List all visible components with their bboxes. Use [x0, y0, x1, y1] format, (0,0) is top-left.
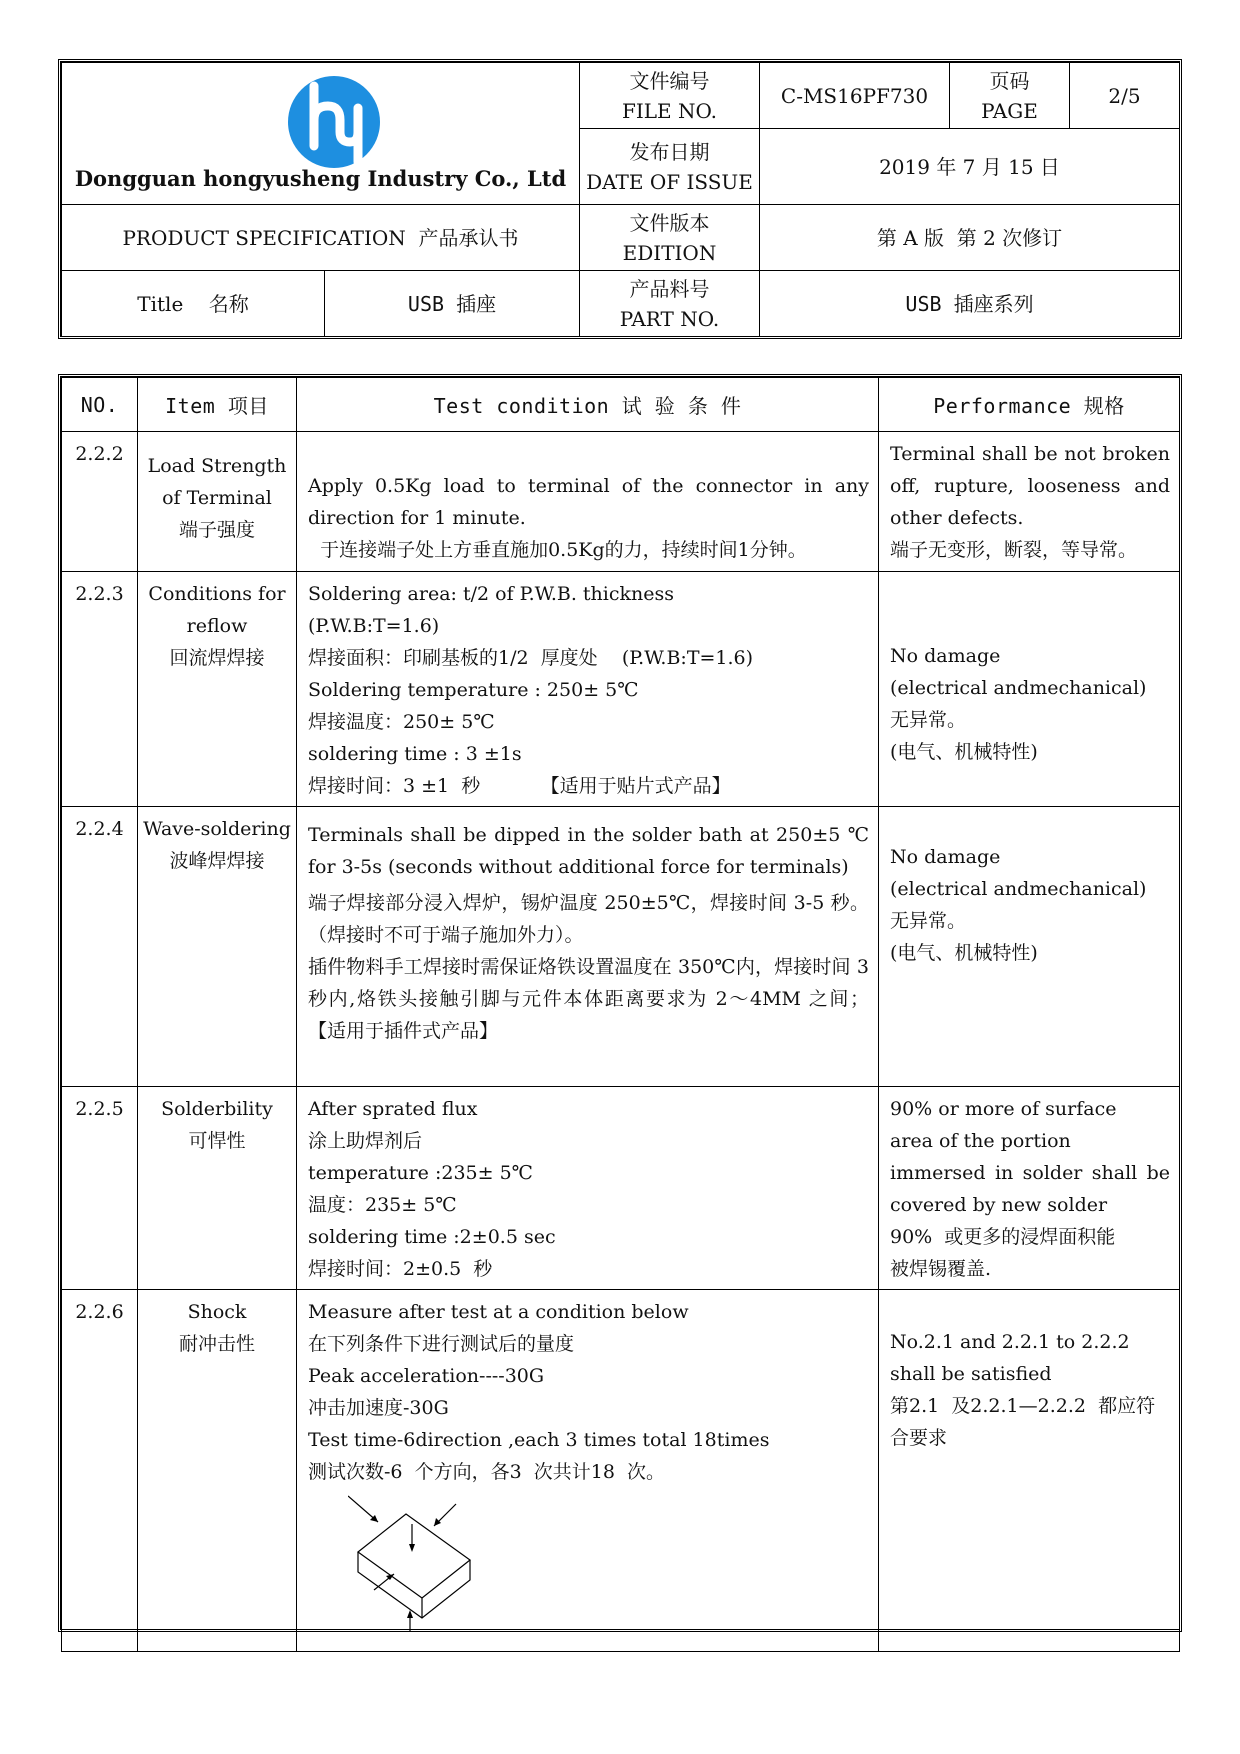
table-header-row: [62, 378, 1180, 432]
table-row: [62, 572, 1180, 807]
title-value: USB 插座: [325, 271, 580, 337]
edition-label: 文件版本 EDITION: [580, 205, 760, 271]
part-no-value: USB 插座系列: [760, 271, 1180, 337]
part-no-label: 产品料号 PART NO.: [580, 271, 760, 337]
table-row: [62, 807, 1180, 1087]
company-name: Dongguan hongyusheng Industry Co., Ltd: [74, 166, 567, 191]
row-item: Conditions for reflow 回流焊焊接: [138, 572, 297, 807]
col-header-performance: Performance 规格: [879, 378, 1180, 432]
file-no-value: C-MS16PF730: [760, 63, 950, 129]
row-item: Wave-soldering 波峰焊焊接: [138, 807, 297, 1087]
page-label: 页码 PAGE: [950, 63, 1070, 129]
date-value: 2019 年 7 月 15 日: [760, 129, 1180, 205]
row-condition: Apply 0.5Kg load to terminal of the connector in any direction for 1 minute. 于连接端子处上方垂直施加0.5Kg的力，持续时间1分钟。: [297, 432, 879, 572]
col-header-item: Item 项目: [138, 378, 297, 432]
header-table: [61, 62, 1180, 337]
shock-direction-diagram-icon: [348, 1494, 498, 1634]
company-logo-icon: [284, 72, 384, 172]
title-label: Title 名称: [62, 271, 325, 337]
file-no-label: 文件编号 FILE NO.: [580, 63, 760, 129]
row-no: 2.2.6: [62, 1290, 138, 1652]
row-condition: Soldering area: t/2 of P.W.B. thickness (P.W.B:T=1.6) 焊接面积：印刷基板的1/2 厚度处 (P.W.B:T=1.6) Soldering temperature : 250± 5℃ 焊接温度：250± 5℃ soldering time : 3 ±1s 焊接时间：3 ±1 秒 【适用于贴片式产品】: [297, 572, 879, 807]
row-condition: Measure after test at a condition below 在下列条件下进行测试后的量度 Peak acceleration----30G 冲击加速度-30G Test time-6direction ,each 3 times total 18times 测试次数-6 个方向，各3 次共计18 次。: [297, 1290, 879, 1652]
spec-frame: [58, 374, 1182, 1632]
date-label: 发布日期 DATE OF ISSUE: [580, 129, 760, 205]
row-performance: 90% or more of surface area of the portion immersed in solder shall be covered by new solder 90% 或更多的浸焊面积能 被焊锡覆盖.: [879, 1087, 1180, 1290]
row-condition: Terminals shall be dipped in the solder bath at 250±5 ℃ for 3-5s (seconds without additional force for terminals) 端子焊接部分浸入焊炉，锡炉温度 250±5℃，焊接时间 3-5 秒。（焊接时不可于端子施加外力）。 插件物料手工焊接时需保证烙铁设置温度在 350℃内，焊接时间 3 秒内,烙铁头接触引脚与元件本体距离要求为 2～4MM 之间； 【适用于插件式产品】: [297, 807, 879, 1087]
row-performance: Terminal shall be not broken off, rupture, looseness and other defects. 端子无变形，断裂，等导常。: [879, 432, 1180, 572]
row-no: 2.2.3: [62, 572, 138, 807]
header-frame: [58, 59, 1182, 339]
logo-cell: [62, 63, 580, 205]
row-no: 2.2.5: [62, 1087, 138, 1290]
page-value: 2/5: [1070, 63, 1180, 129]
table-row: [62, 1290, 1180, 1652]
table-row: [62, 1087, 1180, 1290]
row-no: 2.2.4: [62, 807, 138, 1087]
spec-table: [61, 377, 1180, 1652]
row-performance: No.2.1 and 2.2.1 to 2.2.2 shall be satisfied 第2.1 及2.2.1—2.2.2 都应符合要求: [879, 1290, 1180, 1652]
edition-value: 第 A 版 第 2 次修订: [760, 205, 1180, 271]
row-item: Load Strength of Terminal 端子强度: [138, 432, 297, 572]
row-performance: No damage (electrical andmechanical) 无异常。 (电气、机械特性): [879, 572, 1180, 807]
row-item: Shock 耐冲击性: [138, 1290, 297, 1652]
table-row: [62, 432, 1180, 572]
row-item: Solderbility 可悍性: [138, 1087, 297, 1290]
spec-title: PRODUCT SPECIFICATION 产品承认书: [62, 205, 580, 271]
col-header-no: NO.: [62, 378, 138, 432]
row-no: 2.2.2: [62, 432, 138, 572]
row-condition: After sprated flux 涂上助焊剂后 temperature :235± 5℃ 温度：235± 5℃ soldering time :2±0.5 sec 焊接时间：2±0.5 秒: [297, 1087, 879, 1290]
row-performance: No damage (electrical andmechanical) 无异常。 (电气、机械特性): [879, 807, 1180, 1087]
col-header-condition: Test condition 试 验 条 件: [297, 378, 879, 432]
